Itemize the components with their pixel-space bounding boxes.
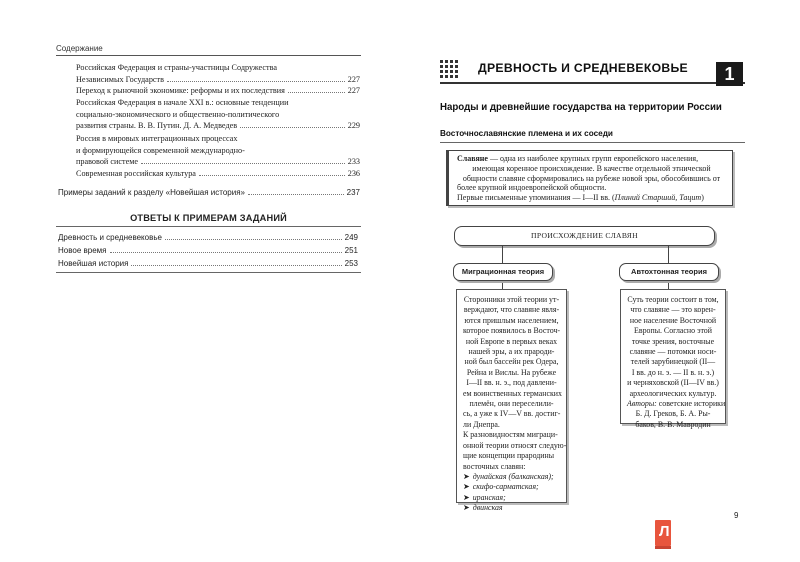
autochthon-theory-label: Автохтонная теория bbox=[619, 263, 719, 281]
concept-bullet-text: дунайская (балканская); bbox=[472, 471, 554, 481]
arrow-bullet-icon: ➤ bbox=[463, 503, 470, 513]
arrow-bullet-icon: ➤ bbox=[463, 471, 470, 481]
theory-text-line: Б. Д. Греков, Б. А. Ры- bbox=[635, 409, 711, 419]
answers-section-title: ОТВЕТЫ К ПРИМЕРАМ ЗАДАНИЙ bbox=[130, 213, 287, 223]
theory-text-line: советские историки bbox=[656, 399, 726, 409]
chapter-divider bbox=[440, 82, 745, 84]
answers-entry-page: 253 bbox=[344, 259, 358, 268]
toc-page-number: 233 bbox=[347, 157, 360, 167]
theory-text-line: которое появилось в Восточ- bbox=[463, 326, 561, 336]
toc-entry-line: Российская Федерация и страны-участницы Содружества bbox=[76, 63, 277, 72]
theory-text-line: I—II вв. н. э., под давлени- bbox=[466, 378, 557, 388]
theory-text-line: точке зрения, восточные bbox=[631, 336, 715, 346]
answers-entry bbox=[58, 246, 358, 255]
autochthon-theory-box bbox=[620, 289, 726, 429]
concept-bullet-text: двинская bbox=[472, 503, 503, 513]
definition-authors: Плиний Старший, Тацит bbox=[614, 193, 702, 203]
concept-bullet bbox=[463, 493, 560, 503]
dot-leader bbox=[167, 81, 345, 82]
page-number: 9 bbox=[734, 511, 739, 520]
authors-label: Авторы: bbox=[627, 399, 657, 409]
concept-bullet-text: скифо-сарматская; bbox=[472, 482, 539, 492]
theory-text-line: восточных славян: bbox=[463, 461, 526, 471]
theory-text-line: сь, а уже к IV—V вв. достиг- bbox=[463, 409, 561, 419]
theory-text-line: племён, они переселили- bbox=[469, 399, 554, 409]
toc-entry-line: Российская Федерация в начале XXI в.: основные тенденции bbox=[76, 98, 289, 107]
diagram-connector bbox=[502, 246, 503, 263]
publisher-logo-letter: Л bbox=[659, 523, 670, 540]
section-title: Народы и древнейшие государства на территории России bbox=[440, 102, 722, 113]
theory-text-line: ное население Восточной bbox=[629, 315, 717, 325]
dot-leader bbox=[110, 252, 342, 253]
toc-entry-line: Современная российская культура bbox=[76, 169, 196, 178]
answers-entry-page: 251 bbox=[344, 246, 358, 255]
theory-text-line: телей зарубинецкой (II— bbox=[630, 357, 716, 367]
theory-text-line: Европы. Согласно этой bbox=[634, 326, 712, 336]
toc-entry bbox=[76, 85, 360, 97]
migration-theory-label: Миграционная теория bbox=[453, 263, 553, 281]
theory-text-line: и черняховской (II—IV вв.) bbox=[627, 378, 719, 388]
theory-text-line: верждают, что славяне явля- bbox=[463, 305, 560, 315]
concept-bullet bbox=[463, 472, 560, 482]
toc-entry bbox=[76, 133, 360, 168]
origin-heading-box: ПРОИСХОЖДЕНИЕ СЛАВЯН bbox=[454, 226, 715, 246]
answers-entry-label: Новейшая история bbox=[58, 259, 129, 268]
toc-entry bbox=[76, 97, 360, 132]
definition-term: Славяне bbox=[457, 154, 488, 163]
theory-text-line: славяне — потомки носи- bbox=[629, 347, 717, 357]
definition-text: ) bbox=[701, 193, 704, 203]
toc-page-number: 237 bbox=[346, 188, 360, 197]
concept-bullet-text: иранская; bbox=[472, 492, 506, 502]
toc-entry-line: правовой системе bbox=[76, 157, 139, 167]
definition-text: имеющая коренное происхождение. В качестве отдельной этнической bbox=[472, 163, 711, 173]
theory-text-line: Рейна и Вислы. На рубеже bbox=[466, 367, 557, 377]
dot-leader bbox=[165, 239, 342, 240]
toc-entry bbox=[76, 62, 360, 85]
answers-entry bbox=[58, 259, 358, 268]
arrow-bullet-icon: ➤ bbox=[463, 492, 470, 502]
definition-text: более крупной индоевропейской общности. bbox=[457, 183, 607, 193]
toc-entry bbox=[76, 168, 360, 180]
definition-box bbox=[446, 150, 733, 206]
toc-entry-line: Переход к рыночной экономике: реформы и их последствия bbox=[76, 86, 285, 95]
theory-text-line: нашей эры, а их прароди- bbox=[468, 347, 555, 357]
theory-text-line: баков, В. В. Мавродин bbox=[635, 419, 711, 429]
toc-entry-line: и формирующейся современной международно- bbox=[76, 145, 245, 155]
diagram-connector bbox=[668, 246, 669, 263]
theory-text-line: К разновидностям миграци- bbox=[463, 430, 558, 440]
theory-text-line: Сторонники этой теории ут- bbox=[463, 295, 560, 304]
theory-text-line: ли Днепра. bbox=[463, 419, 500, 429]
theory-text-line: щие концепции прародины bbox=[463, 451, 555, 461]
answers-entry-label: Новое время bbox=[58, 246, 107, 255]
migration-theory-box bbox=[456, 289, 567, 513]
subsection-title: Восточнославянские племена и их соседи bbox=[440, 129, 613, 138]
theory-text-line: ются пришлым населением, bbox=[464, 315, 559, 325]
toc-entry-line: Независимых Государств bbox=[76, 74, 164, 84]
toc-page-number: 227 bbox=[347, 86, 360, 95]
toc-examples-label: Примеры заданий к разделу «Новейшая история» bbox=[58, 188, 245, 197]
definition-text: — одна из наиболее крупных групп европейского населения, bbox=[487, 154, 699, 163]
grid-dots-icon bbox=[440, 60, 462, 80]
concept-bullet bbox=[463, 482, 560, 492]
toc-entry-line: развития страны. В. В. Путин. Д. А. Медведев bbox=[76, 121, 238, 131]
diagram-connector bbox=[502, 281, 503, 289]
dot-leader bbox=[199, 175, 345, 176]
toc-page-number: 227 bbox=[347, 74, 360, 84]
dot-leader bbox=[248, 194, 344, 195]
theory-text-line: Суть теории состоит в том, bbox=[627, 295, 719, 304]
dot-leader bbox=[131, 265, 341, 266]
toc-page-number: 236 bbox=[347, 169, 360, 178]
toc-entry-line: Россия в мировых интеграционных процессах bbox=[76, 134, 238, 143]
running-header: Содержание bbox=[56, 44, 103, 53]
concept-bullet bbox=[463, 503, 560, 513]
chapter-title: ДРЕВНОСТЬ И СРЕДНЕВЕКОВЬЕ bbox=[478, 61, 688, 75]
theory-text-line: I вв. до н. э. — II в. н. э.) bbox=[631, 367, 715, 377]
toc-entry-line: социально-экономического и общественно-политического bbox=[76, 109, 280, 119]
theory-text-line: ной был бассейн рек Одера, bbox=[464, 357, 559, 367]
dot-leader bbox=[240, 127, 345, 128]
arrow-bullet-icon: ➤ bbox=[463, 482, 470, 492]
publisher-logo-icon bbox=[655, 520, 671, 546]
chapter-number-badge: 1 bbox=[716, 62, 743, 86]
header-divider bbox=[56, 55, 361, 56]
definition-text: Первые письменные упоминания — I—II вв. ( bbox=[457, 193, 615, 203]
subsection-divider bbox=[440, 142, 745, 143]
toc-examples-entry bbox=[58, 187, 360, 199]
theory-text-line: ем воинственных германских bbox=[463, 388, 562, 398]
definition-text: общности славяне сформировались на рубеже новой эры, обособившись от bbox=[462, 173, 721, 183]
dot-leader bbox=[141, 163, 345, 164]
dot-leader bbox=[288, 92, 345, 93]
theory-text-line: что славяне — это корен- bbox=[630, 305, 716, 315]
theory-text-line: археологических культур. bbox=[629, 388, 717, 398]
answers-entry bbox=[58, 233, 358, 242]
theory-text-line: ной Европе в первых веках bbox=[465, 336, 558, 346]
toc-page-number: 229 bbox=[347, 121, 360, 131]
diagram-connector bbox=[668, 281, 669, 289]
theory-text-line: онной теории относят следую- bbox=[463, 440, 567, 450]
answers-entry-page: 249 bbox=[344, 233, 358, 242]
answers-entry-label: Древность и средневековье bbox=[58, 233, 162, 242]
